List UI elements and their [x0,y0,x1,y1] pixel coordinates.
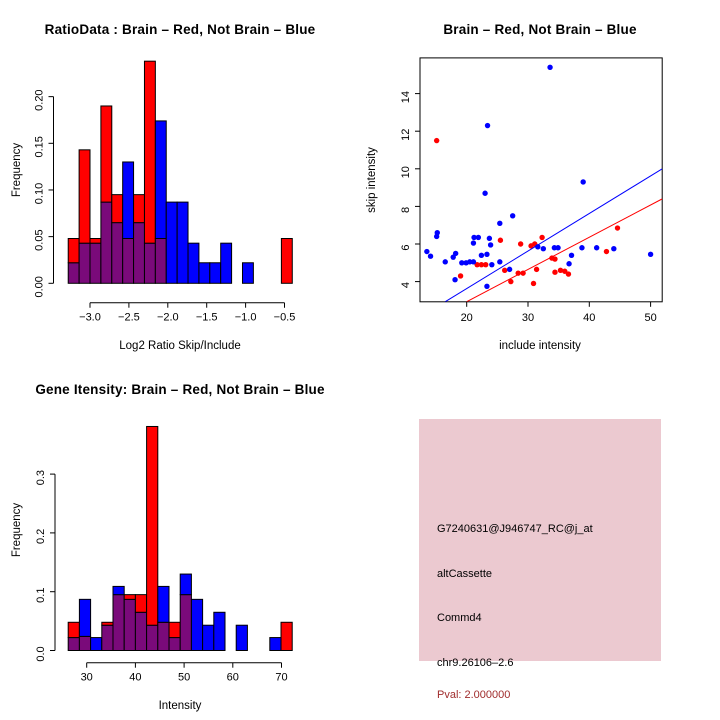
scatter-ylabel: skip intensity [366,147,378,213]
svg-text:6: 6 [400,244,412,251]
ratio-histogram-title: RatioData : Brain – Red, Not Brain – Blue [44,22,316,37]
gene-name-text: Commd4 [437,612,482,624]
intensity-scatter-plot [360,0,720,360]
svg-text:−1.5: −1.5 [195,311,218,324]
panel-intensity-scatter [360,0,720,360]
probe-id-text: G7240631@J946747_RC@j_at [437,523,593,535]
panel-info [360,360,720,720]
svg-text:0.20: 0.20 [33,89,46,111]
pval-text: Pval: 2.000000 [437,689,511,701]
panel-ratio-histogram [0,0,360,360]
svg-text:−3.0: −3.0 [79,311,101,324]
svg-text:30: 30 [521,311,535,324]
svg-text:0.2: 0.2 [35,528,47,545]
splice-type-text: altCassette [437,568,493,580]
svg-text:−0.5: −0.5 [273,311,296,324]
svg-text:40: 40 [583,311,596,324]
svg-text:−1.0: −1.0 [234,311,257,324]
svg-text:0.3: 0.3 [35,469,47,486]
gene-histogram-xlabel: Intensity [158,700,202,712]
scatter-xlabel: include intensity [499,340,581,352]
gene-histogram-ylabel: Frequency [11,502,23,558]
svg-text:4: 4 [400,282,412,289]
svg-text:−2.0: −2.0 [156,311,179,324]
svg-text:60: 60 [226,671,239,684]
svg-text:0.00: 0.00 [33,276,46,298]
svg-text:0.10: 0.10 [33,182,46,205]
ratio-histogram-ylabel: Frequency [11,142,23,198]
ratio-histogram-plot [0,0,360,360]
svg-text:0.0: 0.0 [35,646,47,662]
gene-histogram-plot [0,360,360,720]
svg-text:−2.5: −2.5 [118,311,140,324]
svg-text:50: 50 [644,311,657,324]
svg-text:40: 40 [129,671,142,684]
svg-text:12: 12 [400,128,412,141]
svg-text:0.1: 0.1 [35,587,47,603]
gene-histogram-title: Gene Itensity: Brain – Red, Not Brain – Blue [35,382,325,397]
ratio-histogram-xlabel: Log2 Ratio Skip/Include [119,340,241,352]
panel-gene-histogram [0,360,360,720]
locus-text: chr9.26106–2.6 [437,657,514,669]
svg-text:14: 14 [400,90,412,104]
svg-text:70: 70 [275,671,288,684]
svg-text:8: 8 [400,206,412,213]
svg-text:10: 10 [400,166,412,179]
svg-text:30: 30 [80,671,93,684]
svg-text:50: 50 [177,671,191,684]
scatter-title: Brain – Red, Not Brain – Blue [443,22,637,37]
svg-text:0.15: 0.15 [33,136,46,158]
svg-text:0.05: 0.05 [33,229,46,251]
event-info-box [419,419,661,701]
svg-text:20: 20 [460,311,473,324]
